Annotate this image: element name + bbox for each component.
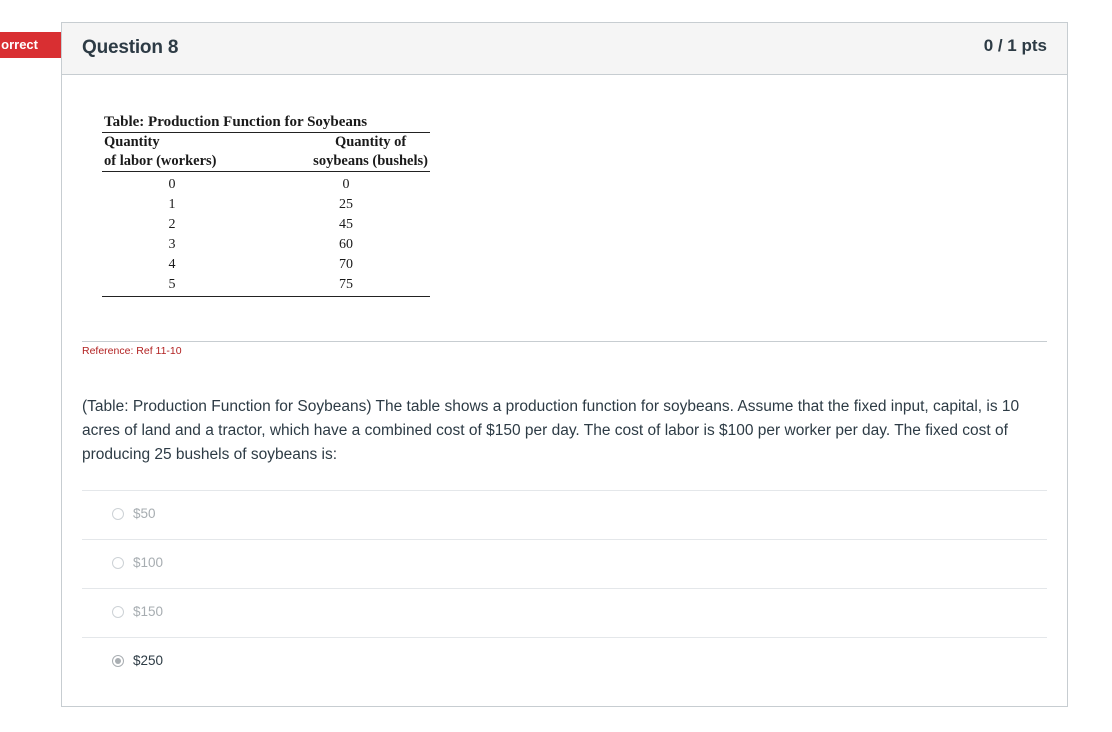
soybeans-cell: 60: [339, 237, 353, 252]
radio-button[interactable]: [112, 557, 124, 569]
soybeans-cell: 25: [339, 197, 353, 212]
table-caption: Table: Production Function for Soybeans: [102, 113, 430, 133]
soybeans-cell: 75: [339, 277, 353, 292]
answer-label: $100: [133, 555, 164, 570]
answer-option-250[interactable]: [82, 637, 1047, 686]
radio-button-selected[interactable]: [112, 655, 124, 667]
soybeans-cell: 0: [342, 177, 350, 192]
answer-option-150[interactable]: [82, 588, 1047, 637]
table-row: [102, 195, 430, 215]
table-row: [102, 255, 430, 275]
status-label: orrect: [1, 37, 38, 52]
answer-option-50[interactable]: [82, 490, 1047, 539]
labor-cell: 1: [168, 197, 176, 212]
table-row: [102, 235, 430, 255]
radio-button[interactable]: [112, 606, 124, 618]
table-row: [102, 275, 430, 295]
incorrect-status-flag: [0, 32, 66, 58]
question-points: 0 / 1 pts: [983, 36, 1047, 55]
question-title: Question 8: [82, 37, 179, 58]
soybeans-cell: 70: [339, 257, 353, 272]
labor-cell: 5: [168, 277, 176, 292]
answer-list: [82, 490, 1047, 686]
soybeans-header-line2: soybeans (bushels): [313, 153, 428, 169]
table-column-headers: [102, 133, 430, 172]
question-header: [62, 23, 1067, 75]
question-card: [61, 22, 1068, 707]
labor-header-line2: of labor (workers): [104, 153, 217, 169]
production-function-table: [102, 113, 430, 297]
labor-column-header: [104, 133, 217, 171]
reference-divider: [82, 341, 1047, 342]
answer-label: $250: [133, 653, 164, 668]
labor-cell: 3: [168, 237, 176, 252]
table-row: [102, 215, 430, 235]
reference-note: Reference: Ref 11-10: [82, 345, 182, 357]
labor-cell: 2: [168, 217, 176, 232]
labor-cell: 4: [168, 257, 176, 272]
soybeans-cell: 45: [339, 217, 353, 232]
answer-label: $50: [133, 506, 156, 521]
soybeans-column-header: [313, 133, 428, 171]
soybeans-header-line1: Quantity of: [334, 134, 407, 150]
answer-option-100[interactable]: [82, 539, 1047, 588]
table-body: [102, 172, 430, 297]
labor-cell: 0: [168, 177, 176, 192]
answer-label: $150: [133, 604, 164, 619]
labor-header-line1: Quantity: [104, 134, 160, 150]
radio-button[interactable]: [112, 508, 124, 520]
table-row: [102, 175, 430, 195]
question-text: (Table: Production Function for Soybeans) The table shows a production function for soybeans. Assume that the fixed input, capital, is 10 acres of land and a tractor, which have a combined cost of $150 per day. The cost of labor is $100 per worker per day. The fixed cost of producing 25 bushels of soybeans is:: [82, 398, 1020, 463]
